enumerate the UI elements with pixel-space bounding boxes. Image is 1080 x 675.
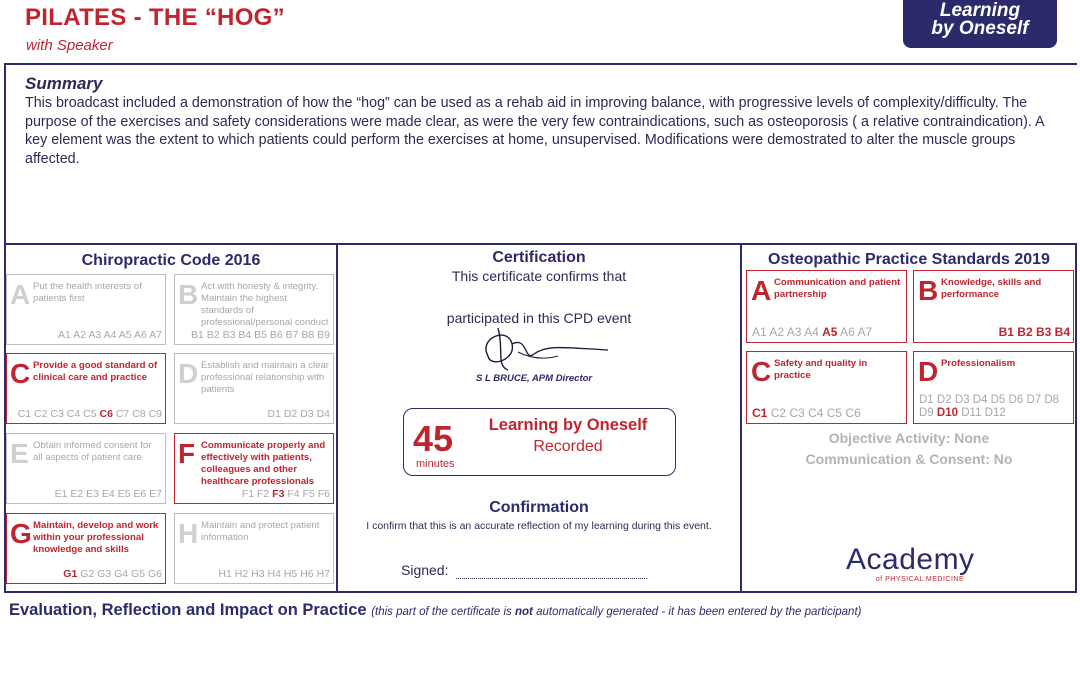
standard-codes bbox=[58, 329, 162, 341]
code-f6: F6 bbox=[317, 488, 330, 500]
osteo-standard-b bbox=[913, 270, 1074, 343]
code-a5: A5 bbox=[118, 329, 132, 341]
code-g3: G3 bbox=[97, 568, 112, 580]
code-a5: A5 bbox=[822, 325, 838, 339]
code-h3: H3 bbox=[251, 568, 265, 580]
code-a6: A6 bbox=[840, 325, 855, 339]
code-e3: E3 bbox=[86, 488, 99, 500]
logo-line-1: Learning bbox=[939, 0, 1021, 21]
confirmation-text: I confirm that this is an accurate reflection of my learning during this event. bbox=[366, 520, 712, 532]
certification-line-2: participated in this CPD event bbox=[446, 310, 632, 326]
code-c5: C5 bbox=[826, 406, 843, 420]
code-c8: C8 bbox=[132, 408, 146, 420]
standard-codes bbox=[63, 568, 162, 580]
code-c7: C7 bbox=[115, 408, 130, 420]
standard-description: Communicate properly and effectively with patients, colleagues and other healthcare professionals bbox=[201, 440, 326, 487]
confirmation-heading: Confirmation bbox=[489, 499, 589, 516]
director-signature bbox=[468, 318, 618, 378]
code-e6: E6 bbox=[133, 488, 147, 500]
standard-codes bbox=[218, 568, 330, 580]
learning-by-oneself-logo bbox=[903, 0, 1057, 48]
standard-description: Maintain and protect patient information bbox=[201, 520, 320, 543]
standard-letter: D bbox=[178, 358, 199, 389]
code-b4: B4 bbox=[1054, 325, 1070, 339]
objective-activity: Objective Activity: None bbox=[828, 430, 990, 446]
code-b2: B2 bbox=[206, 329, 220, 341]
cpd-minutes-value: 45 bbox=[413, 418, 454, 459]
chiro-heading: Chiropractic Code 2016 bbox=[81, 252, 261, 269]
code-b3: B3 bbox=[1035, 325, 1052, 339]
code-e2: E2 bbox=[70, 488, 84, 500]
code-a3: A3 bbox=[786, 325, 802, 339]
signed-label: Signed: bbox=[401, 562, 449, 578]
code-c6: C6 bbox=[99, 408, 113, 420]
code-e5: E5 bbox=[117, 488, 131, 500]
standard-letter: B bbox=[178, 279, 199, 310]
standard-letter: E bbox=[10, 438, 29, 469]
standard-description: Maintain, develop and work within your professional knowledge and skills bbox=[33, 520, 159, 555]
code-b8: B8 bbox=[301, 329, 315, 341]
code-a6: A6 bbox=[133, 329, 147, 341]
code-a3: A3 bbox=[88, 329, 102, 341]
standard-codes bbox=[752, 325, 903, 339]
code-d12: D12 bbox=[984, 407, 1006, 419]
chiro-standard-d bbox=[174, 353, 334, 424]
cpd-minutes-label: minutes bbox=[416, 458, 455, 470]
evaluation-note-before: (this part of the certificate is bbox=[371, 606, 515, 618]
code-d3: D3 bbox=[954, 394, 970, 406]
standard-letter: A bbox=[751, 275, 772, 306]
code-d11: D11 bbox=[961, 407, 982, 419]
standard-description: Professionalism bbox=[941, 358, 1016, 369]
code-f4: F4 bbox=[287, 488, 300, 500]
standard-letter: C bbox=[10, 358, 31, 389]
code-h6: H6 bbox=[300, 568, 314, 580]
certification-line-1: This certificate confirms that bbox=[451, 268, 627, 284]
code-a7: A7 bbox=[149, 329, 162, 341]
chiro-standard-e bbox=[6, 433, 166, 504]
code-d4: D4 bbox=[972, 394, 988, 406]
standard-codes bbox=[242, 488, 330, 500]
code-b6: B6 bbox=[269, 329, 283, 341]
code-d1: D1 bbox=[919, 394, 934, 406]
standard-letter: D bbox=[918, 356, 939, 387]
code-c5: C5 bbox=[83, 408, 97, 420]
code-d9: D9 bbox=[919, 407, 934, 419]
code-c4: C4 bbox=[808, 406, 824, 420]
summary-text: This broadcast included a demonstration of how the “hog” can be used as a rehab aid in improving balance, with progressive levels of complexity/difficulty. The purpose of the exercises and safety considerations were made clear, as were the very few contraindications, such as osteoporosis ( a relative contraindication). A key element was the extent to which patients could perform the exercises at home, unsupervised. Modifications were demostrated to alter the muscle groups affected. bbox=[25, 95, 1044, 167]
chiro-standard-h bbox=[174, 513, 334, 584]
activity-type-title: Learning by Oneself bbox=[488, 416, 648, 434]
code-g5: G5 bbox=[131, 568, 146, 580]
code-a2: A2 bbox=[769, 325, 785, 339]
code-e7: E7 bbox=[149, 488, 162, 500]
standard-description: Establish and maintain a clear professional relationship with patients bbox=[201, 360, 329, 395]
code-c1: C1 bbox=[752, 406, 768, 420]
code-d10: D10 bbox=[936, 407, 959, 419]
evaluation-note bbox=[371, 606, 861, 618]
code-b2: B2 bbox=[1017, 325, 1033, 339]
certification-heading: Certification bbox=[492, 249, 586, 266]
osteo-heading: Osteopathic Practice Standards 2019 bbox=[768, 251, 1050, 268]
standard-codes bbox=[919, 394, 1070, 420]
page-subtitle: with Speaker bbox=[26, 37, 113, 54]
code-c3: C3 bbox=[50, 408, 64, 420]
standard-description: Put the health interests of patients first bbox=[33, 281, 142, 304]
chiro-standard-c bbox=[6, 353, 166, 424]
osteo-standard-a bbox=[746, 270, 907, 343]
signer-name: S L BRUCE, APM Director bbox=[476, 373, 593, 384]
code-d3: D3 bbox=[300, 408, 314, 420]
standard-description: Obtain informed consent for all aspects of patient care bbox=[33, 440, 152, 463]
code-d2: D2 bbox=[283, 408, 298, 420]
code-c3: C3 bbox=[789, 406, 805, 420]
standard-description: Act with honesty & integrity. Maintain the highest standards of professional/personal conduct bbox=[201, 281, 329, 328]
code-a4: A4 bbox=[103, 329, 117, 341]
standard-letter: A bbox=[10, 279, 31, 310]
standard-codes bbox=[55, 488, 162, 500]
standard-letter: G bbox=[10, 518, 32, 549]
code-b4: B4 bbox=[238, 329, 252, 341]
chiro-standard-a bbox=[6, 274, 166, 345]
standard-codes bbox=[18, 408, 162, 420]
chiro-standard-g bbox=[6, 513, 166, 584]
code-f1: F1 bbox=[241, 488, 255, 500]
communication-consent: Communication & Consent: No bbox=[805, 451, 1013, 467]
code-f2: F2 bbox=[256, 488, 270, 500]
standard-codes bbox=[267, 408, 330, 420]
standard-description: Provide a good standard of clinical care and practice bbox=[33, 360, 158, 383]
standard-letter: C bbox=[751, 356, 772, 387]
academy-logo: Academy bbox=[846, 543, 975, 576]
code-b3: B3 bbox=[222, 329, 236, 341]
code-h2: H2 bbox=[234, 568, 249, 580]
osteo-standard-c bbox=[746, 351, 907, 424]
standard-letter: H bbox=[178, 518, 199, 549]
column-divider-left bbox=[336, 243, 338, 593]
code-a7: A7 bbox=[857, 325, 873, 339]
evaluation-title: Evaluation, Reflection and Impact on Practice bbox=[9, 601, 367, 619]
code-c4: C4 bbox=[66, 408, 81, 420]
code-h1: H1 bbox=[218, 568, 232, 580]
code-b1: B1 bbox=[998, 325, 1014, 339]
signature-field[interactable] bbox=[456, 578, 647, 579]
evaluation-heading bbox=[9, 601, 861, 620]
code-d8: D8 bbox=[1044, 394, 1060, 406]
page-title: PILATES - THE “HOG” bbox=[25, 4, 285, 31]
academy-logo-subtitle: of PHYSICAL MEDICINE bbox=[875, 576, 965, 583]
code-d2: D2 bbox=[936, 394, 952, 406]
code-d1: D1 bbox=[267, 408, 281, 420]
activity-type-sub: Recorded bbox=[533, 438, 603, 455]
code-c2: C2 bbox=[34, 408, 48, 420]
standard-description: Safety and quality in practice bbox=[774, 358, 868, 381]
standard-letter: B bbox=[918, 275, 939, 306]
code-c2: C2 bbox=[770, 406, 787, 420]
code-b5: B5 bbox=[254, 329, 267, 341]
code-d5: D5 bbox=[990, 394, 1006, 406]
code-e1: E1 bbox=[54, 488, 68, 500]
standard-codes bbox=[191, 329, 330, 341]
chiro-standard-b bbox=[174, 274, 334, 345]
evaluation-note-bold: not bbox=[515, 606, 533, 618]
code-f5: F5 bbox=[302, 488, 315, 500]
code-b9: B9 bbox=[317, 329, 330, 341]
code-a1: A1 bbox=[752, 325, 767, 339]
chiro-standard-f bbox=[174, 433, 334, 504]
code-c9: C9 bbox=[148, 408, 162, 420]
code-g4: G4 bbox=[114, 568, 129, 580]
code-h7: H7 bbox=[316, 568, 330, 580]
code-b1: B1 bbox=[191, 329, 204, 341]
standard-codes bbox=[919, 325, 1070, 339]
code-d6: D6 bbox=[1008, 394, 1024, 406]
code-h4: H4 bbox=[267, 568, 281, 580]
logo-line-2: by Oneself bbox=[931, 18, 1029, 39]
code-g2: G2 bbox=[80, 568, 95, 580]
code-c1: C1 bbox=[17, 408, 32, 420]
code-a4: A4 bbox=[804, 325, 819, 339]
code-c6: C6 bbox=[845, 406, 861, 420]
standard-letter: F bbox=[178, 438, 196, 469]
code-e4: E4 bbox=[101, 488, 115, 500]
code-a1: A1 bbox=[58, 329, 71, 341]
code-a2: A2 bbox=[73, 329, 87, 341]
osteo-standard-d bbox=[913, 351, 1074, 424]
column-divider-right bbox=[740, 243, 742, 593]
code-d7: D7 bbox=[1026, 394, 1042, 406]
code-g6: G6 bbox=[147, 568, 162, 580]
evaluation-note-after: automatically generated - it has been entered by the participant) bbox=[532, 606, 862, 618]
code-b7: B7 bbox=[285, 329, 299, 341]
code-f3: F3 bbox=[272, 488, 285, 500]
code-h5: H5 bbox=[283, 568, 298, 580]
summary-heading: Summary bbox=[25, 74, 103, 93]
standard-codes bbox=[752, 406, 903, 420]
code-d4: D4 bbox=[316, 408, 330, 420]
standard-description: Knowledge, skills and performance bbox=[941, 277, 1042, 300]
standard-description: Communication and patient partnership bbox=[774, 277, 901, 300]
code-g1: G1 bbox=[63, 568, 78, 580]
